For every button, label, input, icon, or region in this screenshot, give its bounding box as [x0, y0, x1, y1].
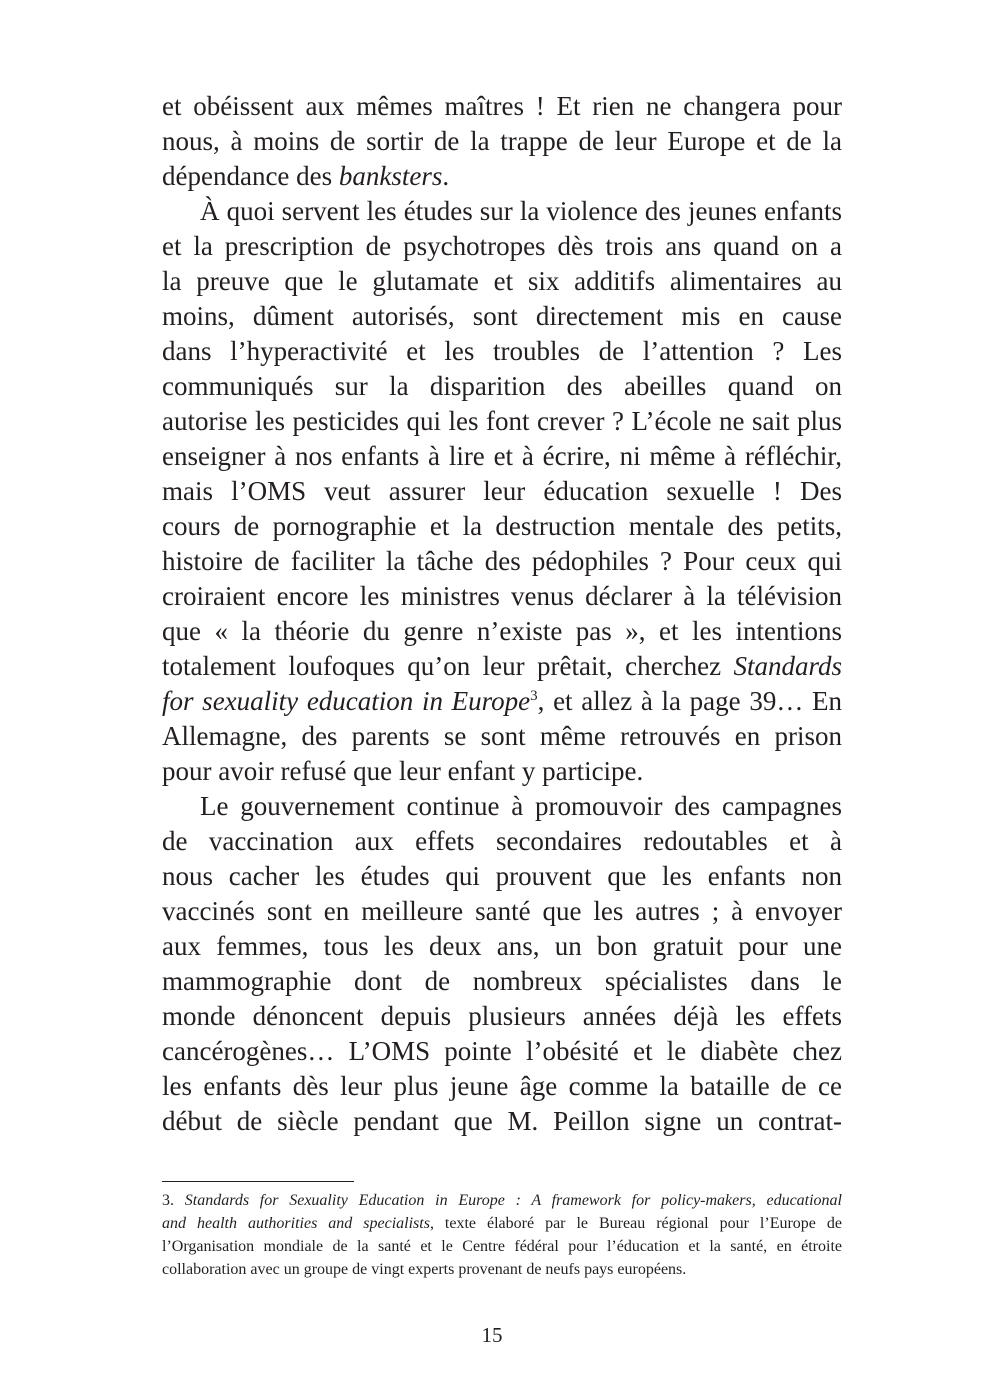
body-line [162, 579, 842, 614]
body-line [162, 509, 842, 544]
body-line [162, 404, 842, 439]
text-segment: vaccinés sont en meilleure santé que les autres ; à envoyer [162, 896, 842, 926]
body-line [162, 859, 842, 894]
text-segment: cours de pornographie et la destruction mentale des petits, [162, 511, 842, 541]
body-line [162, 229, 842, 264]
footnote-separator [162, 1181, 354, 1182]
text-segment: enseigner à nos enfants à lire et à écrire, ni même à réfléchir, [162, 441, 842, 471]
italic-text: Standards [733, 651, 842, 681]
text-segment: Allemagne, des parents se sont même retrouvés en prison [162, 721, 842, 751]
text-segment: la preuve que le glutamate et six additifs alimentaires au [162, 266, 842, 296]
italic-text: banksters [338, 161, 443, 191]
body-line [162, 684, 842, 719]
body-line [162, 754, 842, 789]
text-segment: et obéissent aux mêmes maîtres ! Et rien ne changera pour [162, 91, 842, 121]
footnote-line [162, 1189, 842, 1212]
footnote-line [162, 1235, 842, 1258]
body-line [162, 474, 842, 509]
text-segment: moins, dûment autorisés, sont directement mis en cause [162, 301, 842, 331]
text-segment: que « la théorie du genre n’existe pas », et les intentions [162, 616, 842, 646]
footnote-reference: 3 [530, 688, 538, 704]
text-segment: cancérogènes… L’OMS pointe l’obésité et le diabète chez [162, 1036, 842, 1066]
body-line [162, 194, 842, 229]
text-segment: nous, à moins de sortir de la trappe de leur Europe et de la [162, 126, 842, 156]
text-segment: les enfants dès leur plus jeune âge comme la bataille de ce [162, 1071, 842, 1101]
text-segment: de vaccination aux effets secondaires redoutables et à [162, 826, 842, 856]
body-line [162, 789, 842, 824]
footnote-line [162, 1258, 842, 1281]
text-segment: autorise les pesticides qui les font crever ? L’école ne sait plus [162, 406, 842, 436]
body-text [162, 89, 842, 1139]
body-line [162, 264, 842, 299]
text-segment: 3. [162, 1192, 185, 1209]
italic-text: and health authorities and specialists [162, 1215, 430, 1232]
body-line [162, 1034, 842, 1069]
body-line [162, 299, 842, 334]
text-segment: À quoi servent les études sur la violence des jeunes enfants [200, 196, 842, 226]
body-line [162, 124, 842, 159]
body-line [162, 89, 842, 124]
italic-text: Standards for Sexuality Education in Europe : A framework for policy-makers, educational [184, 1192, 843, 1209]
body-line [162, 159, 842, 194]
text-segment: mais l’OMS veut assurer leur éducation sexuelle ! Des [162, 476, 842, 506]
text-segment: histoire de faciliter la tâche des pédophiles ? Pour ceux qui [162, 546, 842, 576]
body-line [162, 334, 842, 369]
italic-text: for sexuality education in Europe [162, 686, 531, 716]
text-segment: pour avoir refusé que leur enfant y participe. [162, 756, 644, 786]
text-segment: l’Organisation mondiale de la santé et le Centre fédéral pour l’éducation et la santé, en étroite [162, 1238, 842, 1255]
footnote-line [162, 1212, 842, 1235]
text-segment: nous cacher les études qui prouvent que les enfants non [162, 861, 842, 891]
text-segment: Le gouvernement continue à promouvoir des campagnes [200, 791, 842, 821]
text-segment: . [442, 161, 450, 191]
text-segment: mammographie dont de nombreux spécialistes dans le [162, 966, 842, 996]
text-segment: , et allez à la page 39… En [537, 686, 842, 716]
footnote [162, 1189, 842, 1281]
text-segment: monde dénoncent depuis plusieurs années déjà les effets [162, 1001, 842, 1031]
body-line [162, 1104, 842, 1139]
body-line [162, 964, 842, 999]
text-segment: et la prescription de psychotropes dès trois ans quand on a [162, 231, 842, 261]
body-line [162, 439, 842, 474]
body-line [162, 369, 842, 404]
text-segment: communiqués sur la disparition des abeilles quand on [162, 371, 842, 401]
text-segment: croiraient encore les ministres venus déclarer à la télévision [162, 581, 842, 611]
text-segment: , texte élaboré par le Bureau régional pour l’Europe de [429, 1215, 842, 1232]
body-line [162, 824, 842, 859]
text-segment: dépendance des [162, 161, 339, 191]
body-line [162, 1069, 842, 1104]
body-line [162, 649, 842, 684]
text-segment: aux femmes, tous les deux ans, un bon gratuit pour une [162, 931, 842, 961]
text-segment: début de siècle pendant que M. Peillon signe un contrat- [162, 1106, 842, 1136]
body-line [162, 929, 842, 964]
text-segment: totalement loufoques qu’on leur prêtait, cherchez [162, 651, 734, 681]
text-segment: collaboration avec un groupe de vingt experts provenant de neufs pays européens. [162, 1261, 687, 1278]
page-number: 15 [481, 1323, 503, 1347]
body-line [162, 544, 842, 579]
text-segment: dans l’hyperactivité et les troubles de l’attention ? Les [162, 336, 842, 366]
body-line [162, 719, 842, 754]
body-line [162, 614, 842, 649]
body-line [162, 999, 842, 1034]
body-line [162, 894, 842, 929]
